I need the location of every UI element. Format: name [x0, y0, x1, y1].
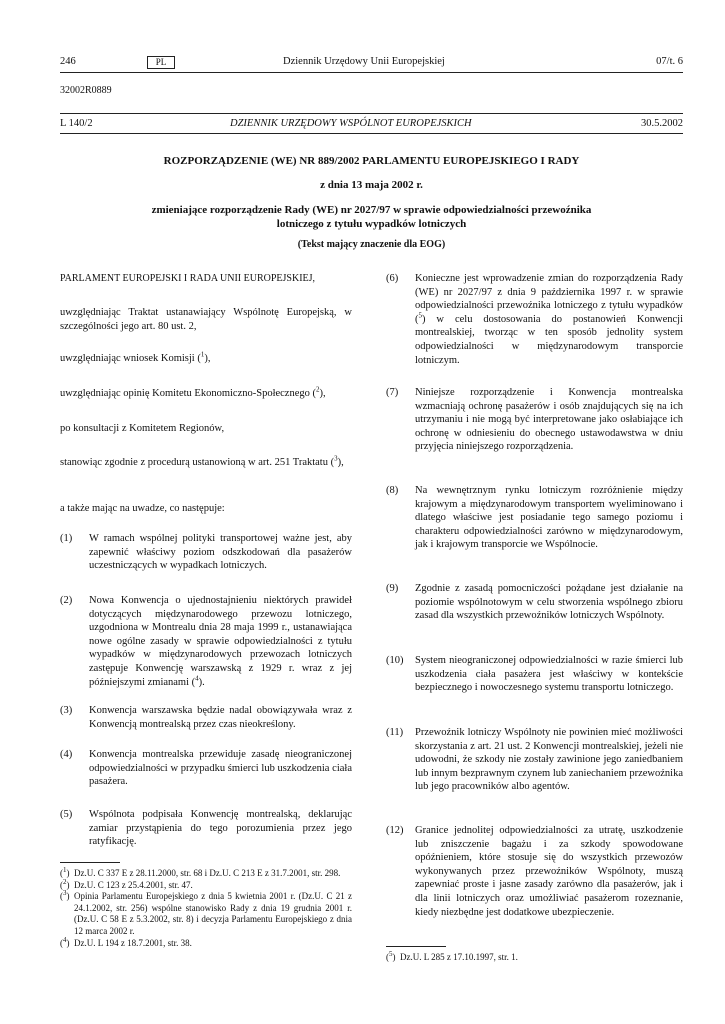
recital-text: Wspólnota podpisała Konwencję montrealską, deklarując zamiar przystąpienia do tego porozumienia przez jego ratyfikację. — [89, 809, 352, 848]
recital-number: (12) — [386, 825, 404, 836]
recital-number: (1) — [60, 533, 73, 544]
recital — [386, 386, 683, 454]
footnote: ($^4$) Dz.U. L 194 z 18.7.2001, str. 38. — [60, 935, 192, 948]
recital-text: Zgodnie z zasadą pomocniczości pożądane jest działanie na poziomie wspólnotowym w celu stworzenia wspólnego zbioru zasad dla wszystkich przewoźników lotniczych Wspólnoty. — [415, 583, 683, 622]
footnote: ($^3$) Opinia Parlamentu Europejskiego z dnia 5 kwietnia 2001 r. (Dz.U. C 21 z 24.1.2002, str. 256) wspólne stanowisko Rady z dnia 19 grudnia 2001 r. (Dz.U. C 58 E z 5.3.2002, str. 8) i decyzja Parlamentu Europejskiego z dnia 12 marca 2002 r. — [60, 889, 352, 936]
oj-header-top-rule — [60, 113, 683, 114]
footnotes-left — [60, 868, 352, 949]
citation-esc: uwzględniając opinię Komitetu Ekonomiczno-Społecznego ($^2$), — [60, 385, 326, 399]
footnote: ($^1$) Dz.U. C 337 E z 28.11.2000, str. 68 i Dz.U. C 213 E z 31.7.2001, str. 298. — [60, 866, 341, 878]
footnote-rule-right — [386, 946, 446, 947]
recital-text: Niniejsze rozporządzenie i Konwencja montrealska wzmacniają ochronę pasażerów i osób znajdujących się na ich utrzymaniu i nie mogą być interpretowane jako osłabiające ich ochronę w odniesieniu do obecnego ustawodawstwa w dniu przyjęcia niniejszego rozporządzenia. — [415, 387, 683, 453]
header-rule — [60, 72, 683, 73]
citation-commission: uwzględniając wniosek Komisji ($^1$), — [60, 350, 211, 364]
recital — [60, 808, 352, 849]
regulation-subject-line1: zmieniające rozporządzenie Rady (WE) nr 2027/97 w sprawie odpowiedzialności przewoźnika — [151, 204, 592, 216]
oj-date: 30.5.2002 — [641, 118, 683, 129]
journal-name: Dziennik Urzędowy Unii Europejskiej — [283, 56, 445, 67]
recital — [386, 582, 683, 623]
recital-number: (7) — [386, 387, 399, 398]
recital — [386, 654, 683, 695]
recital — [386, 726, 683, 794]
recital-number: (3) — [60, 705, 73, 716]
page-number: 246 — [60, 56, 76, 67]
recital-text: W ramach wspólnej polityki transportowej ważne jest, aby zapewnić właściwy poziom odszkodowań dla pasażerów uczestniczących w wypadkach lotniczych. — [89, 533, 352, 572]
recital-number: (5) — [60, 809, 73, 820]
celex-number: 32002R0889 — [60, 85, 112, 96]
citation-procedure: stanowiąc zgodnie z procedurą ustanowioną w art. 251 Traktatu ($^3$), — [60, 454, 344, 468]
regulation-date: z dnia 13 maja 2002 r. — [320, 179, 423, 191]
footnote-rule-left — [60, 862, 120, 863]
recital-text: Nowa Konwencja o ujednostajnieniu niektórych prawideł dotyczących międzynarodowego przewozu lotniczego, uzgodniona w Montrealu dnia 28 maja 1999 r., ustanawiająca nowe ogólne zasady w sprawie odpowiedzialności z tytułu wypadków w międzynarodowych przewozach lotniczych zastępuje Konwencję warszawską z 1929 r. wraz z jej późniejszymi zmianami ($^4$). — [89, 595, 352, 688]
recital — [386, 272, 683, 367]
footnotes-right — [386, 952, 683, 964]
recital-number: (2) — [60, 595, 73, 606]
recital-number: (6) — [386, 273, 399, 284]
left-column — [60, 272, 352, 852]
footnote: ($^5$) Dz.U. L 285 z 17.10.1997, str. 1. — [386, 950, 518, 962]
recital-number: (10) — [386, 655, 404, 666]
regulation-subject-line2: lotniczego z tytułu wypadków lotniczych — [276, 218, 467, 230]
recital-text: Na wewnętrznym rynku lotniczym rozróżnienie między krajowym a międzynarodowym transportem wyeliminowano i dlatego właściwe jest posiadanie tego samego poziomu i charakteru odpowiedzialności zarówno w międzynarodowym, jak i krajowym transporcie we Wspólnocie. — [415, 485, 683, 551]
oj-header-bottom-rule — [60, 133, 683, 134]
recital-number: (8) — [386, 485, 399, 496]
recital-text: System nieograniczonej odpowiedzialności w razie śmierci lub uszkodzenia ciała pasażera jest właściwy w kontekście bezpiecznego i nowoczesnego systemu transportu lotniczego. — [415, 655, 683, 694]
recital — [60, 594, 352, 689]
recital-number: (9) — [386, 583, 399, 594]
oj-reference: L 140/2 — [60, 118, 93, 129]
recital — [60, 748, 352, 789]
recital — [60, 532, 352, 573]
authors-line: PARLAMENT EUROPEJSKI I RADA UNII EUROPEJSKIEJ, — [60, 273, 316, 284]
right-column — [386, 272, 683, 952]
recital-text: Przewoźnik lotniczy Wspólnoty nie powinien mieć możliwości skorzystania z art. 21 ust. 2 Konwencji montrealskiej, jeżeli nie udowodni, że szkody nie zostały zawinione jego zaniedbaniem lub innym bezprawnym czynem lub zaniechaniem przewoźnika lub jego pracowników albo agentów. — [415, 727, 683, 793]
citation-treaty: uwzględniając Traktat ustanawiający Wspólnotę Europejską, w szczególności jego art. 80 ust. 2, — [60, 307, 352, 332]
recital — [60, 704, 352, 731]
recital-text: Granice jednolitej odpowiedzialności za utratę, uszkodzenie lub zniszczenie bagażu i za szkody spowodowane opóźnieniem, które stosuje się do wszystkich przewozów wykonywanych przez przewoźników Wspólnoty, muszą zapewniać proste i jasne zasady zarówno dla pasażerów, jak i dla linii lotniczych oraz umożliwiać pasażerom rozeznanie, kiedy niezbędne jest dodatkowe ubezpieczenie. — [415, 825, 683, 918]
oj-journal-name: DZIENNIK URZĘDOWY WSPÓLNOT EUROPEJSKICH — [230, 118, 472, 129]
recital-number: (4) — [60, 749, 73, 760]
recital-number: (11) — [386, 727, 404, 738]
whereas-intro: a także mając na uwadze, co następuje: — [60, 503, 225, 514]
recital — [386, 824, 683, 919]
regulation-title: ROZPORZĄDZENIE (WE) NR 889/2002 PARLAMENTU EUROPEJSKIEGO I RADY — [163, 155, 580, 167]
citation-regions: po konsultacji z Komitetem Regionów, — [60, 423, 225, 434]
footnote: ($^2$) Dz.U. C 123 z 25.4.2001, str. 47. — [60, 877, 193, 890]
eea-relevance: (Tekst mający znaczenie dla EOG) — [297, 239, 446, 250]
recital-text: Konwencja montrealska przewiduje zasadę nieograniczonej odpowiedzialności w przypadku śmierci lub uszkodzenia ciała pasażera. — [89, 749, 352, 788]
recital — [386, 484, 683, 552]
recital-text: Konwencja warszawska będzie nadal obowiązywała wraz z Konwencją montrealską przez czas nieokreślony. — [89, 705, 352, 730]
volume-number: 07/t. 6 — [656, 56, 683, 67]
recital-text: Konieczne jest wprowadzenie zmian do rozporządzenia Rady (WE) nr 2027/97 z dnia 9 października 1997 r. w sprawie odpowiedzialności przewoźnika lotniczego z tytułu wypadków ($^5$) w celu dostosowania do postanowień Konwencji montrealskiej, tworząc w ten sposób jednolity system odpowiedzialności w międzynarodowym transporcie lotniczym. — [415, 273, 683, 366]
language-box: PL — [147, 56, 175, 69]
